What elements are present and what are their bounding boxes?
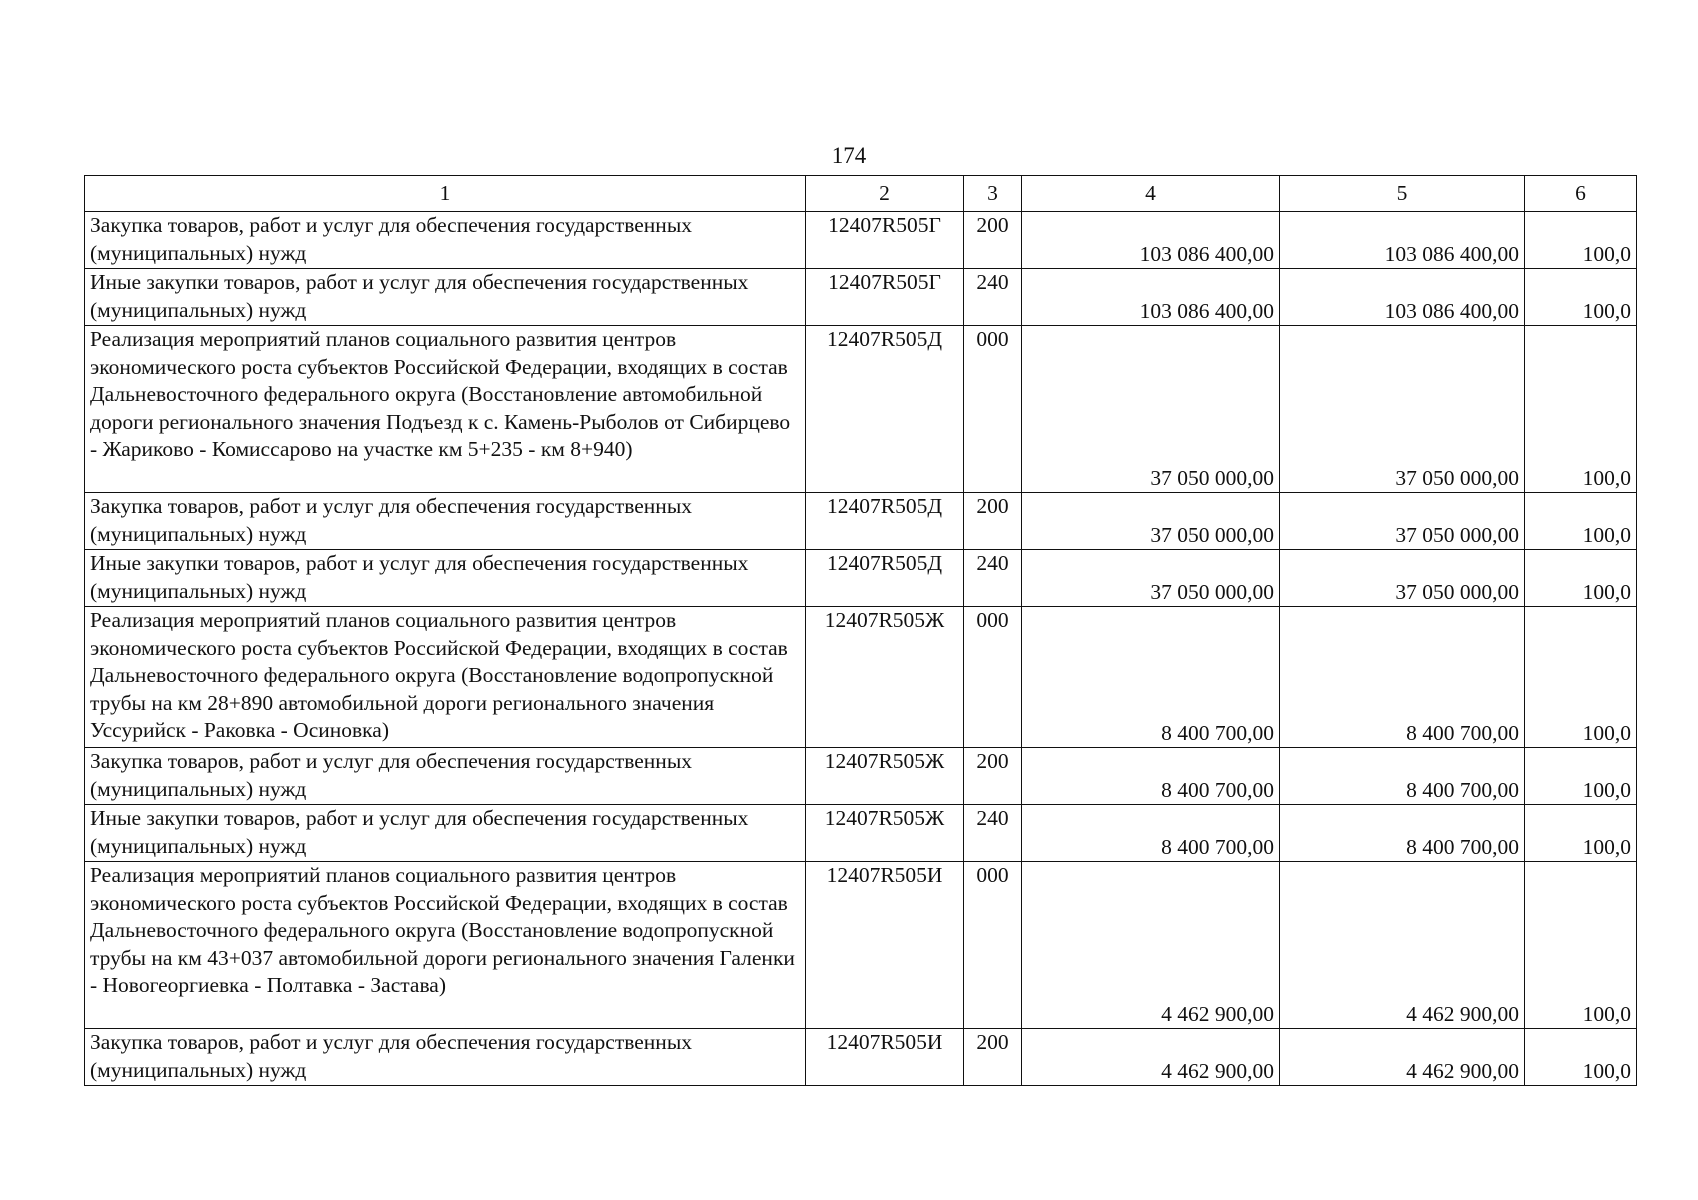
item-name: Закупка товаров, работ и услуг для обеспечения государственных (муниципальных) нужд (85, 748, 806, 805)
execution-percent: 100,0 (1525, 748, 1637, 805)
table-row (85, 748, 1637, 805)
planned-amount: 37 050 000,00 (1022, 326, 1280, 493)
planned-amount: 37 050 000,00 (1022, 550, 1280, 607)
actual-amount: 8 400 700,00 (1280, 805, 1525, 862)
expense-type: 000 (964, 607, 1022, 748)
actual-amount: 103 086 400,00 (1280, 269, 1525, 326)
actual-amount: 103 086 400,00 (1280, 212, 1525, 269)
column-header: 1 (85, 176, 806, 212)
actual-amount: 4 462 900,00 (1280, 862, 1525, 1029)
actual-amount: 4 462 900,00 (1280, 1029, 1525, 1086)
target-code: 12407R505Г (806, 269, 964, 326)
table-row (85, 269, 1637, 326)
execution-percent: 100,0 (1525, 326, 1637, 493)
target-code: 12407R505И (806, 1029, 964, 1086)
target-code: 12407R505Д (806, 326, 964, 493)
page-number: 174 (831, 143, 867, 168)
column-header: 5 (1280, 176, 1525, 212)
table-row (85, 212, 1637, 269)
planned-amount: 4 462 900,00 (1022, 1029, 1280, 1086)
planned-amount: 4 462 900,00 (1022, 862, 1280, 1029)
expense-type: 200 (964, 1029, 1022, 1086)
item-name: Реализация мероприятий планов социального развития центров экономического роста субъектов Российской Федерации, входящих в состав Дальневосточного федерального округа (Восстановление автомобильной дороги регионального значения Подъезд к с. Камень-Рыболов от Сибирцево - Жариково - Комиссарово на участке км 5+235 - км 8+940) (85, 326, 806, 493)
actual-amount: 37 050 000,00 (1280, 493, 1525, 550)
execution-percent: 100,0 (1525, 805, 1637, 862)
expense-type: 200 (964, 748, 1022, 805)
target-code: 12407R505Д (806, 550, 964, 607)
execution-percent: 100,0 (1525, 493, 1637, 550)
item-name: Реализация мероприятий планов социального развития центров экономического роста субъектов Российской Федерации, входящих в состав Дальневосточного федерального округа (Восстановление водопропускной трубы на км 43+037 автомобильной дороги регионального значения Галенки - Новогеоргиевка - Полтавка - Застава) (85, 862, 806, 1029)
execution-percent: 100,0 (1525, 607, 1637, 748)
expense-type: 240 (964, 269, 1022, 326)
table-row (85, 862, 1637, 1029)
table-row (85, 493, 1637, 550)
column-header: 6 (1525, 176, 1637, 212)
budget-table (84, 175, 1637, 1086)
column-header: 2 (806, 176, 964, 212)
table-row (85, 805, 1637, 862)
execution-percent: 100,0 (1525, 550, 1637, 607)
execution-percent: 100,0 (1525, 1029, 1637, 1086)
execution-percent: 100,0 (1525, 212, 1637, 269)
actual-amount: 37 050 000,00 (1280, 326, 1525, 493)
item-name: Закупка товаров, работ и услуг для обеспечения государственных (муниципальных) нужд (85, 212, 806, 269)
expense-type: 200 (964, 493, 1022, 550)
target-code: 12407R505Д (806, 493, 964, 550)
expense-type: 000 (964, 862, 1022, 1029)
planned-amount: 8 400 700,00 (1022, 748, 1280, 805)
execution-percent: 100,0 (1525, 862, 1637, 1029)
expense-type: 200 (964, 212, 1022, 269)
column-header: 4 (1022, 176, 1280, 212)
item-name: Иные закупки товаров, работ и услуг для обеспечения государственных (муниципальных) нужд (85, 805, 806, 862)
table-header-row (85, 176, 1637, 212)
item-name: Иные закупки товаров, работ и услуг для обеспечения государственных (муниципальных) нужд (85, 269, 806, 326)
actual-amount: 37 050 000,00 (1280, 550, 1525, 607)
item-name: Иные закупки товаров, работ и услуг для обеспечения государственных (муниципальных) нужд (85, 550, 806, 607)
expense-type: 240 (964, 805, 1022, 862)
planned-amount: 37 050 000,00 (1022, 493, 1280, 550)
column-header: 3 (964, 176, 1022, 212)
target-code: 12407R505Ж (806, 805, 964, 862)
target-code: 12407R505Ж (806, 607, 964, 748)
expense-type: 240 (964, 550, 1022, 607)
planned-amount: 103 086 400,00 (1022, 269, 1280, 326)
execution-percent: 100,0 (1525, 269, 1637, 326)
planned-amount: 8 400 700,00 (1022, 805, 1280, 862)
item-name: Реализация мероприятий планов социального развития центров экономического роста субъектов Российской Федерации, входящих в состав Дальневосточного федерального округа (Восстановление водопропускной трубы на км 28+890 автомобильной дороги регионального значения Уссурийск - Раковка - Осиновка) (85, 607, 806, 748)
table-row (85, 326, 1637, 493)
planned-amount: 8 400 700,00 (1022, 607, 1280, 748)
actual-amount: 8 400 700,00 (1280, 607, 1525, 748)
item-name: Закупка товаров, работ и услуг для обеспечения государственных (муниципальных) нужд (85, 493, 806, 550)
target-code: 12407R505И (806, 862, 964, 1029)
planned-amount: 103 086 400,00 (1022, 212, 1280, 269)
item-name: Закупка товаров, работ и услуг для обеспечения государственных (муниципальных) нужд (85, 1029, 806, 1086)
table-row (85, 607, 1637, 748)
table-row (85, 550, 1637, 607)
actual-amount: 8 400 700,00 (1280, 748, 1525, 805)
expense-type: 000 (964, 326, 1022, 493)
table-row (85, 1029, 1637, 1086)
target-code: 12407R505Ж (806, 748, 964, 805)
target-code: 12407R505Г (806, 212, 964, 269)
